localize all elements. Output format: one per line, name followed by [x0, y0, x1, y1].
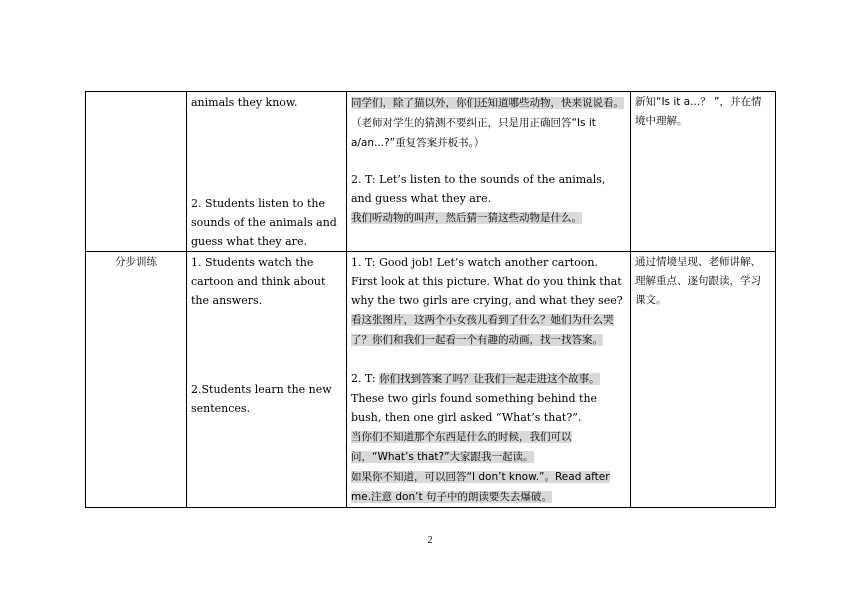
teacher-activity-2-cn: 我们听动物的叫声，然后猜一猜这些动物是什么。 [351, 212, 582, 224]
teacher-activity-2-prefix: 2. T: [351, 372, 380, 385]
teacher-activity-cell [347, 92, 631, 252]
teacher-activity-1-cn: 同学们，除了猫以外，你们还知道哪些动物，快来说说看。 [351, 97, 624, 109]
student-activity-2: 2. Students listen to the sounds of the animals and guess what they are. [191, 197, 337, 248]
stage-cell [86, 92, 187, 252]
teacher-activity-2-cn3: 如果你不知道，可以回答“I don’t know.”。Read after me.注意 don’t 句子中的朗读要失去爆破。 [351, 471, 610, 503]
teacher-activity-2-cn2: 当你们不知道那个东西是什么的时候，我们可以问，“What’s that?”大家跟我一起读。 [351, 431, 572, 463]
table-row [86, 92, 776, 252]
teacher-activity-2 [351, 369, 626, 389]
teacher-activity-1 [351, 93, 626, 153]
teacher-activity-cell [347, 252, 631, 508]
table-row [86, 252, 776, 508]
teacher-activity-1-note: （老师对学生的猜测不要纠正，只是用正确回答“Is it a/an...?”重复答案并板书。） [351, 117, 596, 149]
student-activity-1: 1. Students watch the cartoon and think about the answers. [191, 256, 326, 307]
teacher-activity-2: 2. T: Let’s listen to the sounds of the animals, and guess what they are. [351, 173, 606, 205]
purpose-cell: 通过情境呈现、老师讲解、理解重点、逐句跟读，学习课文。 [631, 252, 776, 508]
student-activity-1: animals they know. [191, 96, 298, 109]
student-activity-cell [187, 92, 347, 252]
teacher-activity-1-cn: 看这张图片，这两个小女孩儿看到了什么？她们为什么哭了？你们和我们一起看一个有趣的动画，找一找答案。 [351, 314, 614, 346]
teacher-activity-2-en: These two girls found something behind the bush, then one girl asked “What’s that?”. [351, 392, 598, 424]
student-activity-cell [187, 252, 347, 508]
student-activity-2: 2.Students learn the new sentences. [191, 383, 332, 415]
purpose-cell: 新知“Is it a...？ ”，并在情境中理解。 [631, 92, 776, 252]
lesson-plan-table [85, 91, 776, 508]
stage-cell: 分步训练 [86, 252, 187, 508]
teacher-activity-1: 1. T: Good job! Let’s watch another cartoon. First look at this picture. What do you think that why the two girls are crying, and what they see? [351, 256, 623, 307]
teacher-activity-2-cn: 你们找到答案了吗？让我们一起走进这个故事。 [379, 373, 600, 385]
page-number: 2 [427, 535, 433, 546]
